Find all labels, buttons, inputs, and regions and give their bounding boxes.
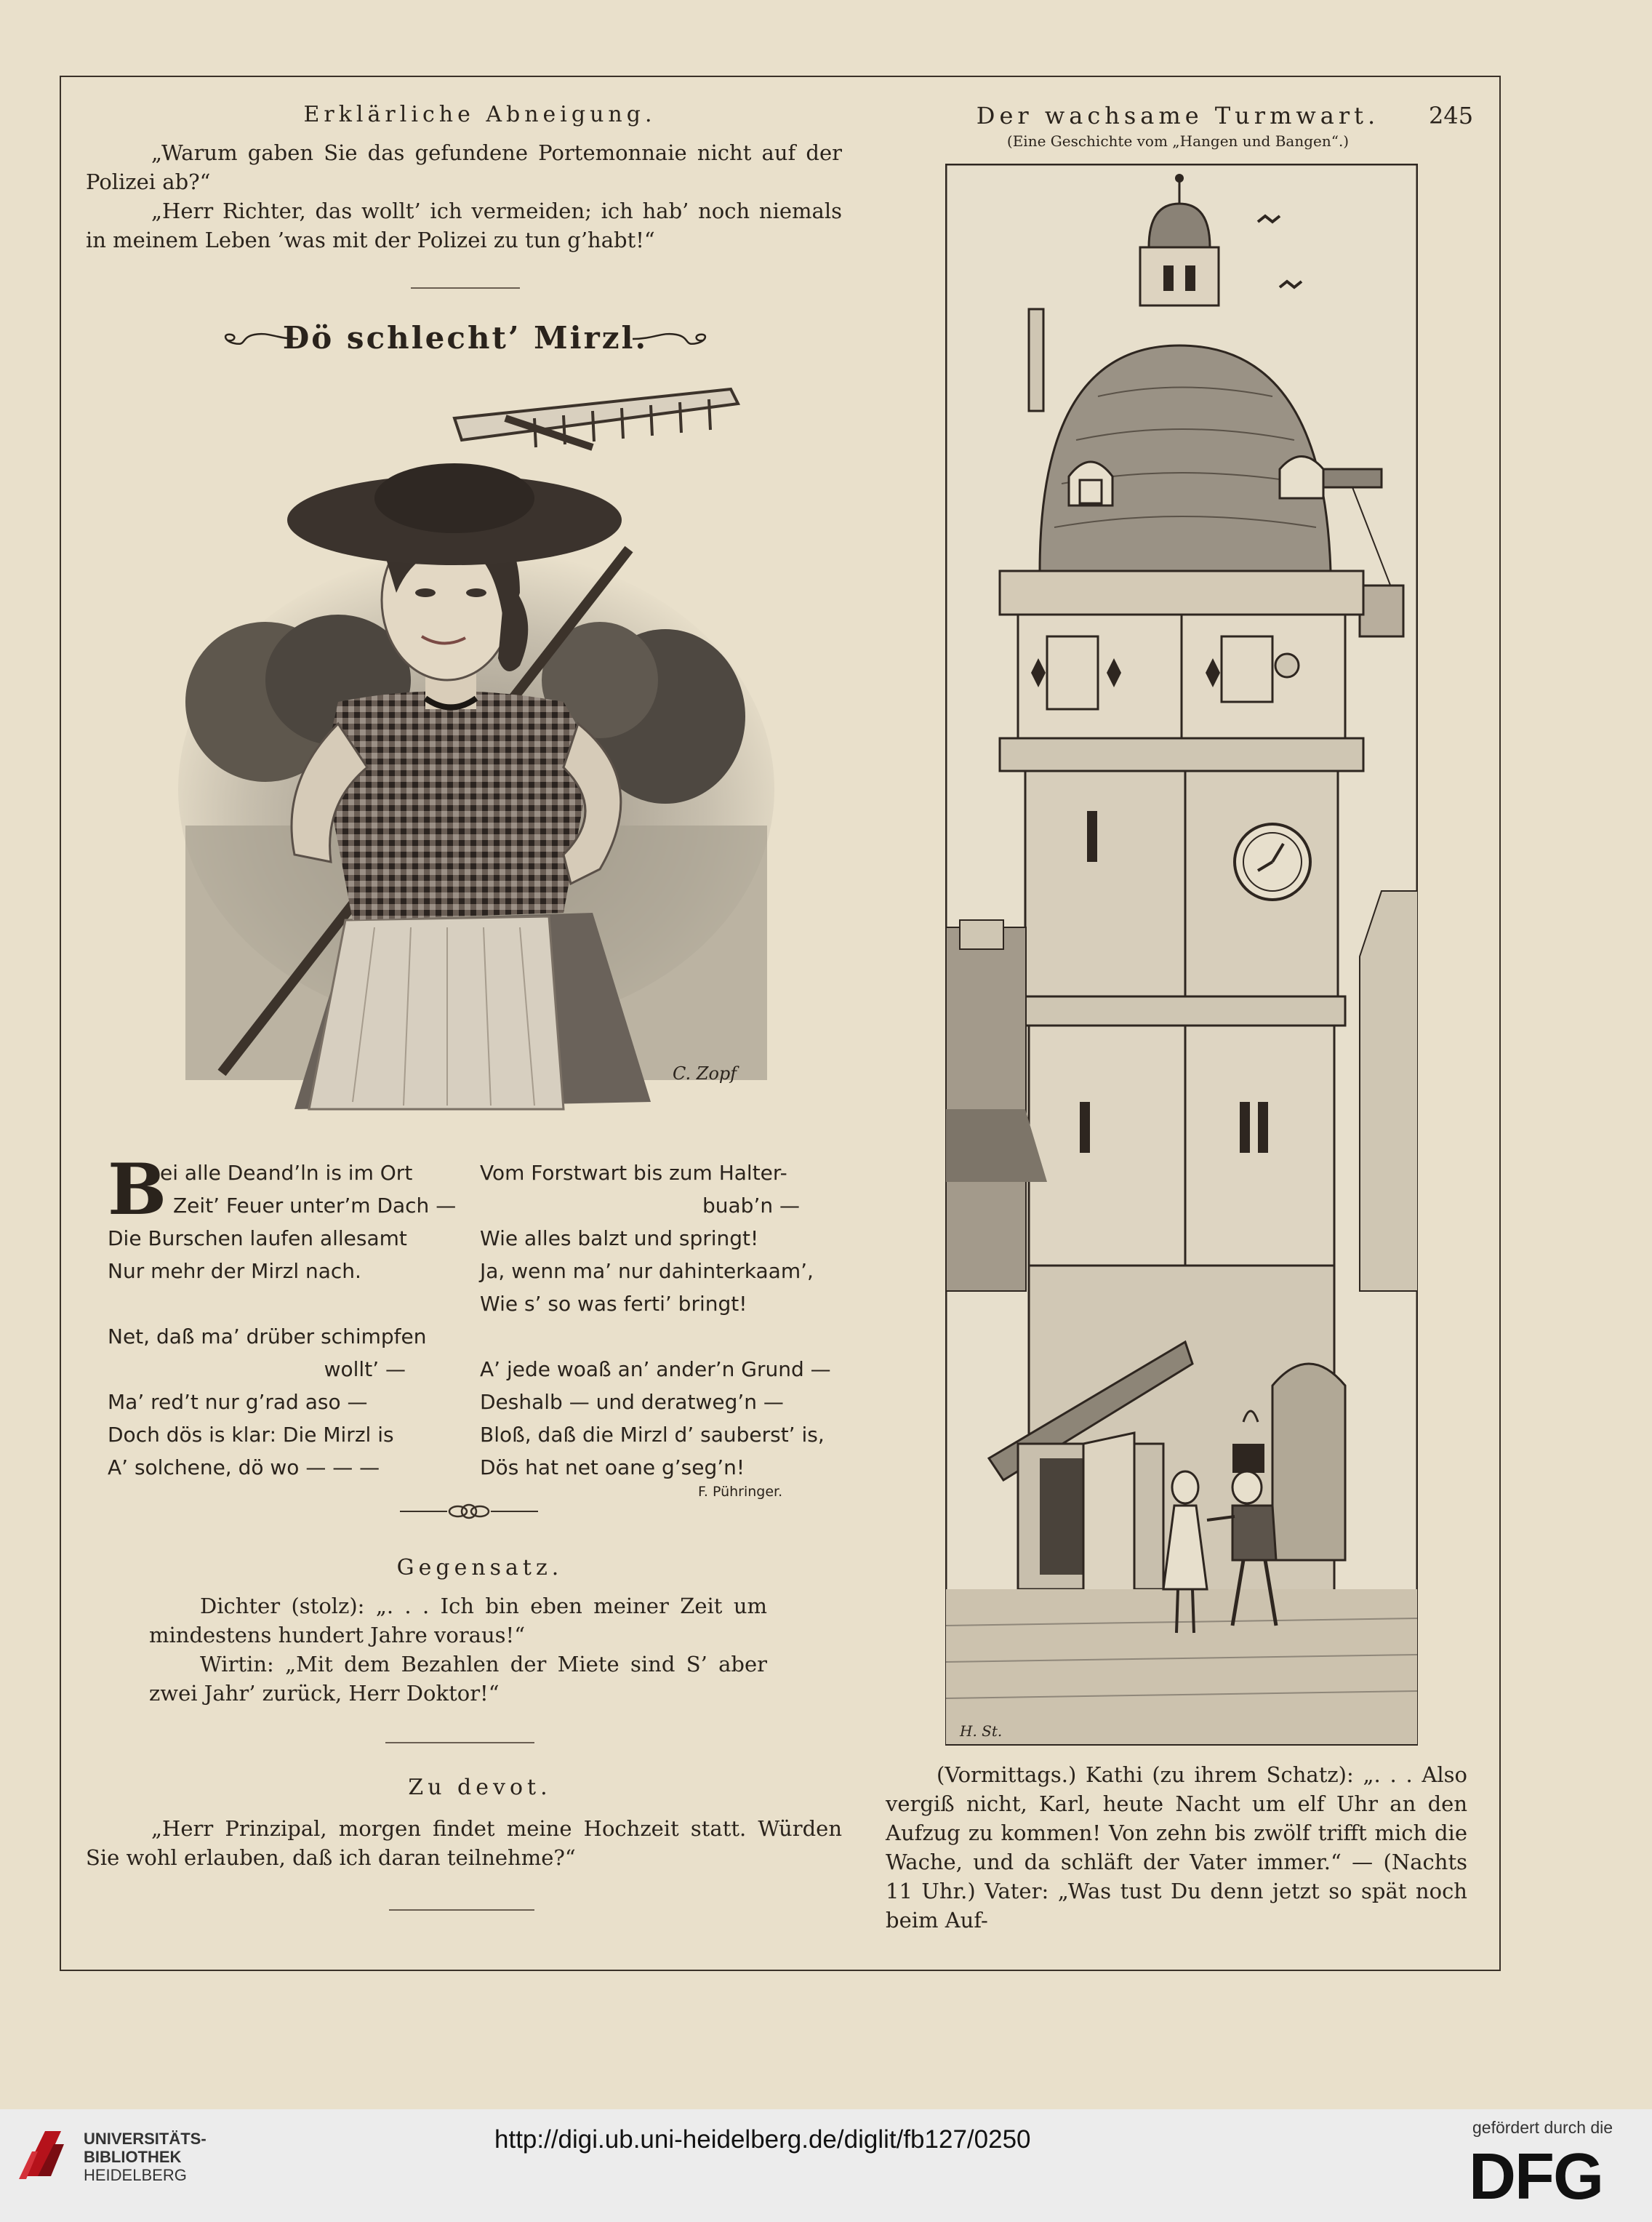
poem-line: buab’n — — [702, 1194, 800, 1218]
poem-line: A’ solchene, dö wo — — — — [108, 1455, 380, 1479]
turmwart-subtitle: (Eine Geschichte vom „Hangen und Bangen“.) — [1006, 132, 1350, 150]
tower-illustration-signature: H. St. — [960, 1722, 1003, 1740]
joke2-line: Wirtin: „Mit dem Bezahlen der Miete sind S’ aber zwei Jahr’ zurück, Herr Doktor!“ — [149, 1652, 767, 1706]
joke2-text — [149, 1591, 767, 1708]
poem-title-block — [218, 320, 713, 356]
joke1-line: „Herr Richter, das wollt’ ich vermeiden; ich hab’ noch niemals in meinem Leben ’was mit der Polizei zu tun g’habt!“ — [86, 199, 842, 252]
poem-line: Ja, wenn ma’ nur dahinterkaam’, — [480, 1259, 814, 1283]
poem-line: wollt’ — — [324, 1357, 406, 1381]
library-name-line: HEIDELBERG — [84, 2166, 187, 2184]
poem-line: Ma’ red’t nur g’rad aso — — [108, 1390, 368, 1414]
joke2-line: Dichter (stolz): „. . . Ich bin eben meiner Zeit um mindestens hundert Jahre voraus!“ — [149, 1594, 767, 1647]
library-name-line: BIBLIOTHEK — [84, 2148, 182, 2166]
turmwart-caption-text: (Vormittags.) Kathi (zu ihrem Schatz): „. . . Also vergiß nicht, Karl, heute Nacht um elf Uhr an den Aufzug zu kommen! Von zehn bis zwölf trifft mich die Wache, und da schläft der Vater immer.“ — (Nachts 11 Uhr.) Vater: „Was tust Du denn jetzt so spät noch beim Auf- — [886, 1762, 1467, 1933]
poem-line: Vom Forstwart bis zum Halter- — [480, 1161, 787, 1185]
poem-dropcap: B — [108, 1148, 167, 1231]
joke1-text — [86, 138, 842, 255]
poem-line: Doch dös is klar: Die Mirzl is — [108, 1423, 394, 1447]
source-url-link[interactable]: http://digi.ub.uni-heidelberg.de/diglit/fb127/0250 — [494, 2125, 1031, 2154]
divider — [389, 1909, 534, 1911]
poem-line — [480, 1320, 843, 1353]
footer-bar — [0, 2109, 1652, 2222]
right-flourish-icon — [625, 329, 713, 348]
poem-line: ei alle Deand’ln is im Ort — [160, 1161, 413, 1185]
poem-line: Deshalb — und deratweg’n — — [480, 1390, 784, 1414]
poem-line: Net, daß ma’ drüber schimpfen — [108, 1324, 427, 1348]
turmwart-title: Der wachsame Turmwart. — [976, 102, 1380, 129]
turmwart-caption — [886, 1760, 1467, 1935]
joke3-line: „Herr Prinzipal, morgen findet meine Hochzeit statt. Würden Sie wohl erlauben, daß ich daran teilnehme?“ — [86, 1816, 842, 1870]
ub-heidelberg-logo-icon — [16, 2125, 68, 2182]
divider — [411, 287, 520, 289]
library-name — [84, 2130, 206, 2184]
divider — [385, 1742, 534, 1743]
poem-line — [108, 1287, 449, 1320]
girl-with-rake-illustration — [156, 375, 796, 1124]
poem-column-2 — [480, 1156, 843, 1484]
page-number: 245 — [1429, 102, 1474, 129]
joke3-text — [86, 1814, 842, 1872]
dfg-logo: DFG — [1469, 2141, 1603, 2213]
poem-line: Wie s’ so was ferti’ bringt! — [480, 1292, 747, 1316]
poem-line: Nur mehr der Mirzl nach. — [108, 1259, 361, 1283]
joke2-title: Gegensatz. — [396, 1555, 564, 1580]
joke1-title: Erklärliche Abneigung. — [303, 102, 657, 127]
funding-note: gefördert durch die — [1472, 2118, 1613, 2137]
poem-line: A’ jede woaß an’ ander’n Grund — — [480, 1357, 831, 1381]
joke1-line: „Warum gaben Sie das gefundene Portemonnaie nicht auf der Polizei ab?“ — [86, 140, 842, 194]
poem-line: Bloß, daß die Mirzl d’ sauberst’ is, — [480, 1423, 825, 1447]
poem-line: Zeit’ Feuer unter’m Dach — — [173, 1194, 457, 1218]
tower-illustration — [945, 164, 1418, 1746]
library-name-line: UNIVERSITÄTS- — [84, 2130, 206, 2148]
ornament-divider-icon — [396, 1500, 542, 1522]
poem-title: Dö schlecht’ Mirzl. — [282, 320, 649, 356]
poem-column-1 — [108, 1148, 457, 1484]
poem-line: Wie alles balzt und springt! — [480, 1226, 759, 1250]
girl-illustration-signature: C. Zopf — [673, 1063, 737, 1084]
poem-line: Die Burschen laufen allesamt — [108, 1226, 407, 1250]
poem-line: Dös hat net oane g’seg’n! — [480, 1455, 745, 1479]
joke3-title: Zu devot. — [408, 1775, 552, 1800]
poem-author: F. Pühringer. — [698, 1484, 783, 1500]
